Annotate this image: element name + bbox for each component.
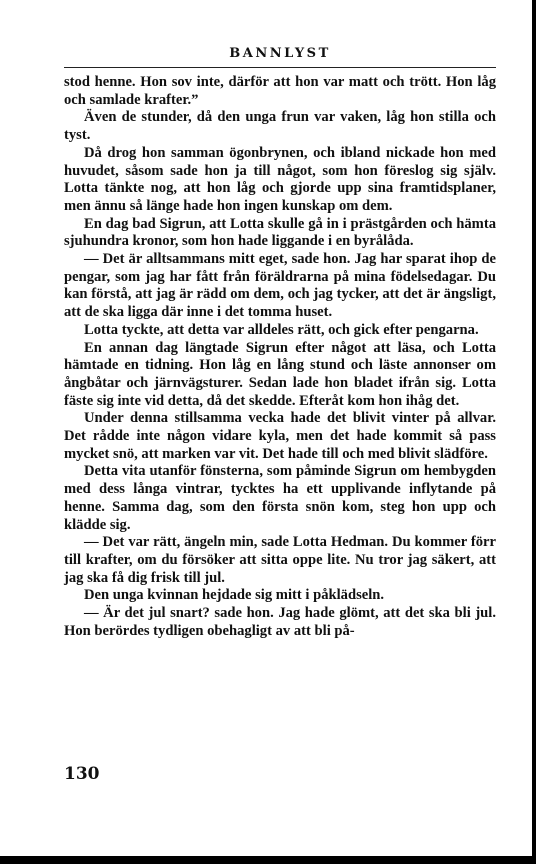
paragraph-12: — Är det jul snart? sade hon. Jag hade glömt, att det ska bli jul. Hon berördes tydligen obehagligt av att bli på- — [64, 605, 496, 639]
paragraph-8: Under denna stillsamma vecka hade det blivit vinter på allvar. Det rådde inte någon vidare kyla, men det hade kommit så pass mycket snö, att marken var vit. Det hade till och med blivit slädföre. — [64, 410, 496, 462]
header-rule — [64, 67, 496, 68]
paragraph-3: Då drog hon samman ögonbrynen, och ibland nickade hon med huvudet, såsom sade hon ja till något, som hon föreslog sig själv. Lotta tänkte nog, att hon låg och gjorde upp sina framtidsplaner, men ännu så länge hade hon ingen kunskap om dem. — [64, 144, 496, 214]
paragraph-10: — Det var rätt, ängeln min, sade Lotta Hedman. Du kommer förr till krafter, om du försöker att sitta oppe lite. Nu tror jag säkert, att jag ska få dig frisk till jul. — [64, 534, 496, 586]
paragraph-5: — Det är alltsammans mitt eget, sade hon. Jag har sparat ihop de pengar, som jag har fått från föräldrarna på mina födelsedagar. Du kan förstå, att jag är rädd om dem, och jag tycker, att det är ängsligt, att de ska ligga där inne i det tomma huset. — [64, 251, 496, 321]
paragraph-11: Den unga kvinnan hejdade sig mitt i påklädseln. — [84, 587, 385, 604]
paragraph-4: En dag bad Sigrun, att Lotta skulle gå in i prästgården och hämta sjuhundra kronor, som hon hade liggande i en byrålåda. — [64, 215, 496, 250]
paragraph-2: Även de stunder, då den unga frun var vaken, låg hon stilla och tyst. — [64, 109, 496, 144]
body-text — [64, 74, 496, 641]
paragraph-1: stod henne. Hon sov inte, därför att hon var matt och trött. Hon låg och samlade krafter.” — [64, 74, 496, 108]
scan-edge-bottom — [0, 856, 536, 864]
scan-edge-right — [532, 0, 536, 864]
running-head: BANNLYST — [229, 46, 331, 61]
page-number: 130 — [64, 764, 100, 784]
paragraph-7: En annan dag längtade Sigrun efter något att läsa, och Lotta hämtade en tidning. Hon låg en lång stund och läste annonser om ångbåtar och järnvägsturer. Sedan lade hon bladet ifrån sig. Lotta fäste sig inte vid detta, då det skedde. Efteråt kom hon ihåg det. — [64, 339, 496, 409]
paragraph-6: Lotta tyckte, att detta var alldeles rätt, och gick efter pengarna. — [84, 321, 479, 338]
paragraph-9: Detta vita utanför fönsterna, som påminde Sigrun om hembygden med dess långa vintrar, tycktes ha ett upplivande inflytande på henne. Samma dag, som den första snön kom, steg hon upp och klädde sig. — [64, 463, 496, 533]
